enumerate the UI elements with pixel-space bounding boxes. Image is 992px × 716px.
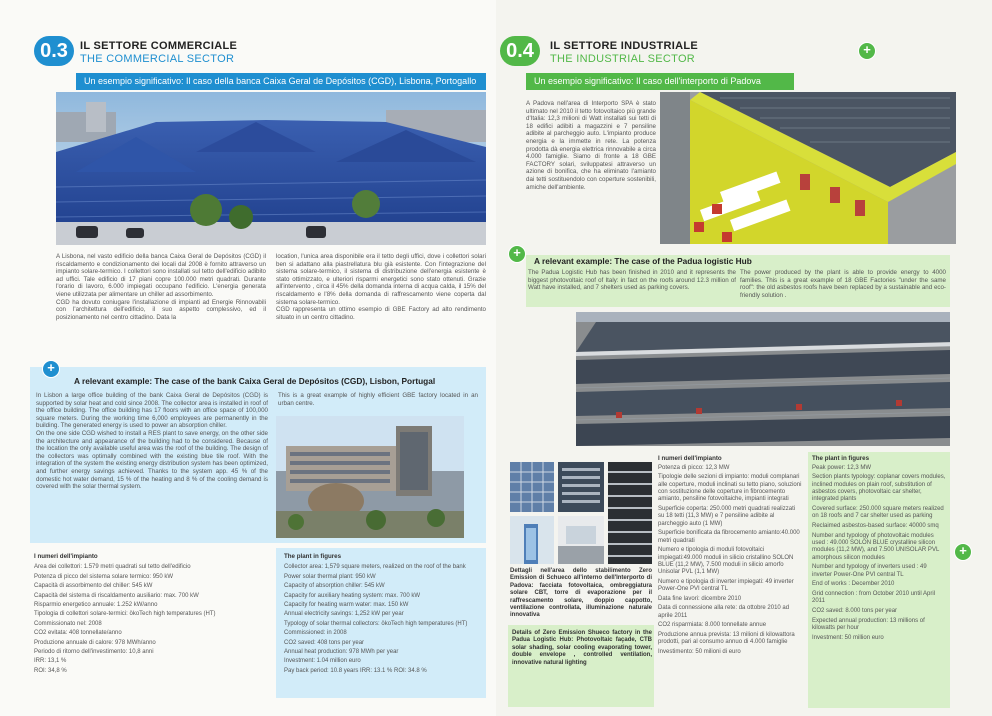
section-subtitle: THE INDUSTRIAL SECTOR xyxy=(550,53,696,65)
list-item: CO2 risparmiata: 8.000 tonnellate annue xyxy=(658,622,767,629)
list-item: Power solar thermal plant: 950 kW xyxy=(284,573,376,580)
list-item: Area dei collettori: 1.579 metri quadrati sul tetto dell'edificio xyxy=(34,564,191,571)
list-item: Superficie bonificata da fibrocemento amianto:40.000 metri quadrati xyxy=(658,530,800,544)
pv-roof-aerial-photo xyxy=(576,312,950,446)
list-item: Pay back period: 10.8 years IRR: 13.1 % ROI: 34.8 % xyxy=(284,667,427,674)
section-number-badge: 0.3 xyxy=(34,36,74,66)
list-item: Risparmio energetico annuale: 1.252 kW/anno xyxy=(34,602,158,609)
list-item: CO2 saved: 408 tons per year xyxy=(284,639,365,646)
list-item: IRR: 13,1 % xyxy=(34,658,67,665)
bank-building-photo xyxy=(276,416,464,538)
list-item: Grid connection : from October 2010 until April 2011 xyxy=(812,590,936,605)
plus-icon: + xyxy=(954,543,972,561)
list-title: I numeri dell'impianto xyxy=(34,553,98,560)
list-item: Superficie coperta: 250.000 metri quadrati realizzati su 18 tetti (11,3 MW) e 7 pensiline adibite al parcheggio auto (1 MW) xyxy=(658,505,796,527)
list-item: Numero e tipologia di moduli fotovoltaici impiegati:49.000 moduli in silicio cristallino SOLON BLUE (11,2 MW), 7.500 moduli in silicio amorfo Unisolar PVL (1,1 MW) xyxy=(658,547,794,576)
italian-figures-list xyxy=(34,552,264,676)
list-item: Data di connessione alla rete: da ottobre 2010 ad aprile 2011 xyxy=(658,605,790,619)
list-title: I numeri dell'impianto xyxy=(658,455,722,462)
list-item: Typology of solar thermal collectors: ökoTech high temperatures (HT) xyxy=(284,620,468,627)
list-item: Covered surface: 250.000 square meters realized on 18 roofs and 7 car shelter used as parking xyxy=(812,505,944,520)
section-subtitle: THE COMMERCIAL SECTOR xyxy=(80,53,235,65)
example-band: Un esempio significativo: Il caso della banca Caixa Geral de Depósitos (CGD), Lisbona, Portogallo xyxy=(76,73,486,90)
photo-caption-english: Details of Zero Emission Shueco factory in the Padua Logistic Hub: Photovoltaic façade, CTB solar shading, solar cooling evaporating tower, double envelope , controlled ventilation, innovative natural lighting xyxy=(512,630,652,666)
industrial-page xyxy=(496,0,992,716)
list-item: Capacità di assorbimento del chiller: 545 kW xyxy=(34,583,153,590)
list-item: Number and typology of photovoltaic modules used : 49.000 SOLON BLUE crystalline silicon modules (11,2 MW), and 7.500 UNISOLAR PVL amorphous silicon modules xyxy=(812,532,940,561)
list-item: Capacità del sistema di riscaldamento ausiliario: max. 700 kW xyxy=(34,592,199,599)
list-item: Section plants typology: coplanar covers modules, inclined modules on plain roof, substitution of asbestos covers, photovoltaic car shelter, integrated plants xyxy=(812,474,946,503)
list-item: Produzione annua prevista: 13 milioni di kilowattora prodotti, pari al consumo annuo di 4.000 famiglie xyxy=(658,632,795,646)
list-item: Annual electricity savings: 1,252 kW per year xyxy=(284,611,404,618)
list-item: CO2 evitata: 408 tonnellate/anno xyxy=(34,630,122,637)
list-item: Commissionato nel: 2008 xyxy=(34,620,102,627)
facade-detail-photo-2 xyxy=(558,462,604,512)
list-title: The plant in figures xyxy=(812,455,870,462)
list-item: Investment: 50 million euro xyxy=(812,634,884,641)
list-item: Investment: 1.04 million euro xyxy=(284,658,361,665)
shading-detail-photo xyxy=(608,462,652,564)
italian-text: A Padova nell'area di Interporto SPA è stato ultimato nel 2010 il tetto fotovoltaico più grande d'Italia: 12,3 milioni di Watt installati sui tetti di 18 edifici adibiti a magazzini e 7 pensiline adibite al parcheggio auto. L'impianto produce energia e la immette in rete. La potenza prodotta dà energia elettrica rinnovabile a circa 4.000 famiglie. Siamo di fronte a 18 GBE FACTORY solari, sviluppatesi attraverso un azione di bonifica, che ha eliminato l'amianto dai tetti sostituendolo con coperture sostenibili, amiche dell'ambiente. xyxy=(526,100,656,191)
list-item: Investimento: 50 milioni di euro xyxy=(658,649,741,656)
list-item: End of works : December 2010 xyxy=(812,581,895,588)
plus-icon: + xyxy=(42,360,60,378)
list-item: Potenza di picco del sistema solare termico: 950 kW xyxy=(34,573,174,580)
list-item: Data fine lavori: dicembre 2010 xyxy=(658,595,742,602)
tower-detail-photo xyxy=(510,516,554,564)
italian-text-column-2: location, l'unica area disponibile era il tetto degli uffici, dove i collettori solari ben si adattano alla piastrellatura blu già esistente. Con l'integrazione del sistema solare-termico, il sistema di distribuzione dell'energia esistente è stato ottimizzato, e ulteriori risparmi energetici sono stato ottenuti. Grazie all'intervento , circa il 45% della domanda interna di acqua calda, il 15% del riscaldamento e l'8% della domanda di raffrescamento viene coperta dal sistema solare-termico. CGD rappresenta un ottimo esempio di GBE Factory ad alto rendimento situato in un centro cittadino. xyxy=(276,253,486,321)
list-item: Produzione annuale di calore: 978 MWh/anno xyxy=(34,639,156,646)
list-item: Tipologia di collettori solare-termici: ökoTech high temperatures (HT) xyxy=(34,611,216,618)
list-item: Numero e tipologia di inverter impiegati: 49 inverter Power-One PVI central TL xyxy=(658,578,794,593)
section-number-badge: 0.4 xyxy=(500,36,540,66)
list-item: Collector area: 1,579 square meters, realized on the roof of the bank xyxy=(284,564,466,571)
example-title: A relevant example: The case of the Padua logistic Hub xyxy=(534,256,752,266)
section-title: IL SETTORE INDUSTRIALE xyxy=(550,40,698,52)
english-figures-list xyxy=(812,455,946,644)
list-item: Capacity of absorption chiller: 545 kW xyxy=(284,583,385,590)
italian-figures-list xyxy=(658,455,802,659)
list-item: Capacity for auxiliary heating system: max. 700 kW xyxy=(284,592,421,599)
photo-caption-italian: Dettagli nell'area dello stabilimento Zero Emission di Schueco all'interno dell'Interporto di Padova: facciata fotovoltaica, ombreggiatura solare CBT, torre di evaporazione per il raffrescamento solare, doppio cappotto, ventilazione controllata, illuminazione naturale innovativa xyxy=(510,568,652,619)
english-text-column-1: In Lisbon a large office building of the bank Caixa Geral de Depósitos (CGD) is supported by solar heat and cold since 2008. The collector area is installed in roof of the office building. The office building has 17 floors with an office space of 100,000 square meters. During the working time 6,000 employees are permanently in the building. The generated energy is used to power an absorption chiller. On the one side CGD wished to install a RES plant to save energy, on the other side the architecture and appearance of the building had to be considered. Because of the location the only available useful area was the roof of the building. The design of the collectors was optimally combined with the existing blue tile roof. With the integration of the system the existing energy distribution system has been optimized, and further energy savings achieved. Thanks to the system app. 45 % of the domestic hot water demand, 15 % of the heating and 8 % of the cooling demand is covered with the solar thermal system. xyxy=(36,392,268,491)
list-item: Commissioned: in 2008 xyxy=(284,630,347,637)
interior-detail-photo xyxy=(558,516,604,564)
list-item: Tipologie delle sezioni di impianto: moduli complanari alle coperture, moduli inclinati su tetto piano, soluzioni con sostituzione delle coperture in fibrocemento amianto, pensiline fotovoltaiche, impianti integrati xyxy=(658,474,802,503)
english-text-column-2: The power produced by the plant is able to provide energy to 4000 families. This is a great example of 18 GBE Factories "under the same roof": the old asbestos roofs have been replaced by a sustainable and eco-friendly solution . xyxy=(740,269,946,299)
list-item: Capacity for heating warm water: max. 150 kW xyxy=(284,602,409,609)
list-item: Reclaimed asbestos-based surface: 40000 smq xyxy=(812,522,939,529)
plus-icon: + xyxy=(858,42,876,60)
list-item: Expected annual production: 13 millions of kilowatts per hour xyxy=(812,617,925,631)
list-item: CO2 saved: 8.000 tons per year xyxy=(812,607,898,614)
bank-roof-photo xyxy=(56,92,486,245)
list-item: Annual heat production: 978 MWh per year xyxy=(284,649,399,656)
list-item: ROI: 34,8 % xyxy=(34,667,67,674)
list-item: Number and typology of inverters used : 49 inverter Power-One PVI central TL xyxy=(812,564,927,578)
facade-detail-photo-1 xyxy=(510,462,554,512)
example-title: A relevant example: The case of the bank Caixa Geral de Depósitos (CGD), Lisbon, Portugal xyxy=(74,376,436,386)
english-text-column-2: This is a great example of highly efficient GBE factory located in an urban centre. xyxy=(278,392,478,407)
list-item: Periodo di ritorno dell'investimento: 10,8 anni xyxy=(34,649,154,656)
list-item: Peak power: 12,3 MW xyxy=(812,464,872,471)
english-figures-list xyxy=(284,552,484,676)
list-title: The plant in figures xyxy=(284,553,342,560)
list-item: Potenza di picco: 12,3 MW xyxy=(658,464,730,471)
example-band: Un esempio significativo: Il caso dell'interporto di Padova xyxy=(526,73,794,90)
italian-text-column-1: A Lisbona, nel vasto edificio della banca Caixa Geral de Depósitos (CGD) il riscaldamento e condizionamento dei locali dal 2008 è fornito attraverso un impianto solare-termico. I collettori sono installati sul tetto dell'edificio adibito ad uffici. Tale edificio di 17 piani copre 100.000 metri quadrati. Durante l'orario di lavoro, 6.000 impiegati occupano l'edificio. L'energia generata viene utilizzata per alimentare un chiller ad assorbimento. CGD ha dovuto coniugare l'installazione di impianti ad Energie Rinnovabili con l'architettura dell'edificio, il suo aspetto complessivo, ed il posizionamento nel centro cittadino. Data la xyxy=(56,253,266,321)
english-text-column-1: The Padua Logistic Hub has been finished in 2010 and it represents the biggest photovoltaic roof of Italy: in fact on the roofs around 12.3 million of Watt have installed, and 7 shelters used as parking covers. xyxy=(528,269,736,292)
section-title: IL SETTORE COMMERCIALE xyxy=(80,40,238,52)
plus-icon: + xyxy=(508,245,526,263)
logistics-hub-photo xyxy=(660,92,956,244)
